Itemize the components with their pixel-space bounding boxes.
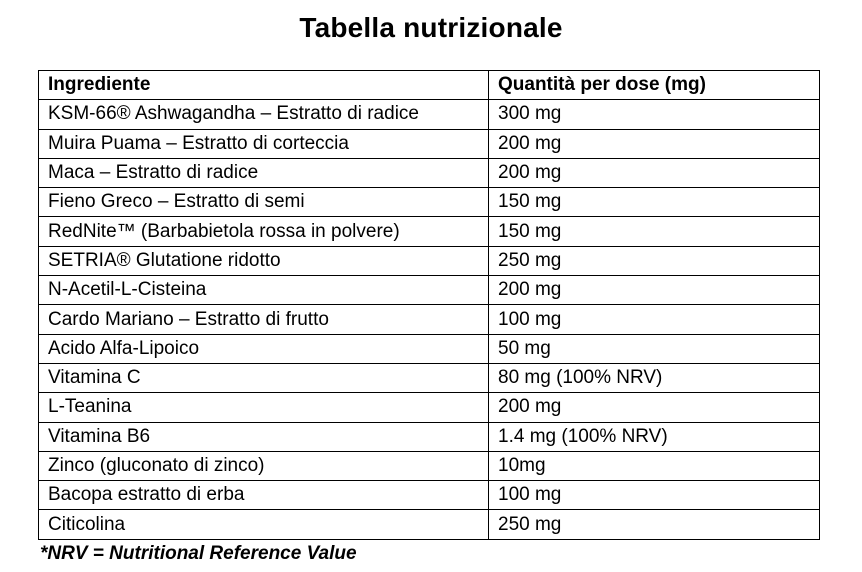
ingredient-cell: Bacopa estratto di erba bbox=[39, 481, 489, 510]
table-row bbox=[39, 363, 820, 392]
page-title: Tabella nutrizionale bbox=[299, 12, 563, 43]
nutrition-table bbox=[38, 70, 820, 540]
table-row bbox=[39, 334, 820, 363]
table-row bbox=[39, 158, 820, 187]
ingredient-cell: Acido Alfa-Lipoico bbox=[39, 334, 489, 363]
table-row bbox=[39, 481, 820, 510]
ingredient-cell: SETRIA® Glutatione ridotto bbox=[39, 246, 489, 275]
ingredient-cell: Citicolina bbox=[39, 510, 489, 539]
quantity-cell: 200 mg bbox=[489, 129, 820, 158]
table-row bbox=[39, 188, 820, 217]
quantity-cell: 200 mg bbox=[489, 158, 820, 187]
quantity-cell: 50 mg bbox=[489, 334, 820, 363]
footnote: *NRV = Nutritional Reference Value bbox=[40, 543, 357, 564]
ingredient-cell: RedNite™ (Barbabietola rossa in polvere) bbox=[39, 217, 489, 246]
table-row bbox=[39, 129, 820, 158]
ingredient-cell: Cardo Mariano – Estratto di frutto bbox=[39, 305, 489, 334]
quantity-cell: 80 mg (100% NRV) bbox=[489, 363, 820, 392]
ingredient-cell: N-Acetil-L-Cisteina bbox=[39, 276, 489, 305]
ingredient-cell: Vitamina C bbox=[39, 363, 489, 392]
table-row bbox=[39, 393, 820, 422]
ingredient-cell: Zinco (gluconato di zinco) bbox=[39, 451, 489, 480]
quantity-cell: 150 mg bbox=[489, 217, 820, 246]
table-row bbox=[39, 510, 820, 539]
quantity-cell: 150 mg bbox=[489, 188, 820, 217]
column-header-quantity: Quantità per dose (mg) bbox=[489, 71, 820, 100]
ingredient-cell: L-Teanina bbox=[39, 393, 489, 422]
quantity-cell: 1.4 mg (100% NRV) bbox=[489, 422, 820, 451]
table-row bbox=[39, 305, 820, 334]
table-header-row bbox=[39, 71, 820, 100]
table-row bbox=[39, 246, 820, 275]
table-row bbox=[39, 422, 820, 451]
ingredient-cell: Maca – Estratto di radice bbox=[39, 158, 489, 187]
quantity-cell: 250 mg bbox=[489, 510, 820, 539]
quantity-cell: 100 mg bbox=[489, 481, 820, 510]
table-row bbox=[39, 451, 820, 480]
table-row bbox=[39, 217, 820, 246]
quantity-cell: 100 mg bbox=[489, 305, 820, 334]
table-row bbox=[39, 276, 820, 305]
ingredient-cell: Vitamina B6 bbox=[39, 422, 489, 451]
table-row bbox=[39, 100, 820, 129]
quantity-cell: 10mg bbox=[489, 451, 820, 480]
ingredient-cell: KSM-66® Ashwagandha – Estratto di radice bbox=[39, 100, 489, 129]
quantity-cell: 200 mg bbox=[489, 393, 820, 422]
quantity-cell: 300 mg bbox=[489, 100, 820, 129]
quantity-cell: 200 mg bbox=[489, 276, 820, 305]
ingredient-cell: Muira Puama – Estratto di corteccia bbox=[39, 129, 489, 158]
ingredient-cell: Fieno Greco – Estratto di semi bbox=[39, 188, 489, 217]
column-header-ingredient: Ingrediente bbox=[39, 71, 489, 100]
quantity-cell: 250 mg bbox=[489, 246, 820, 275]
